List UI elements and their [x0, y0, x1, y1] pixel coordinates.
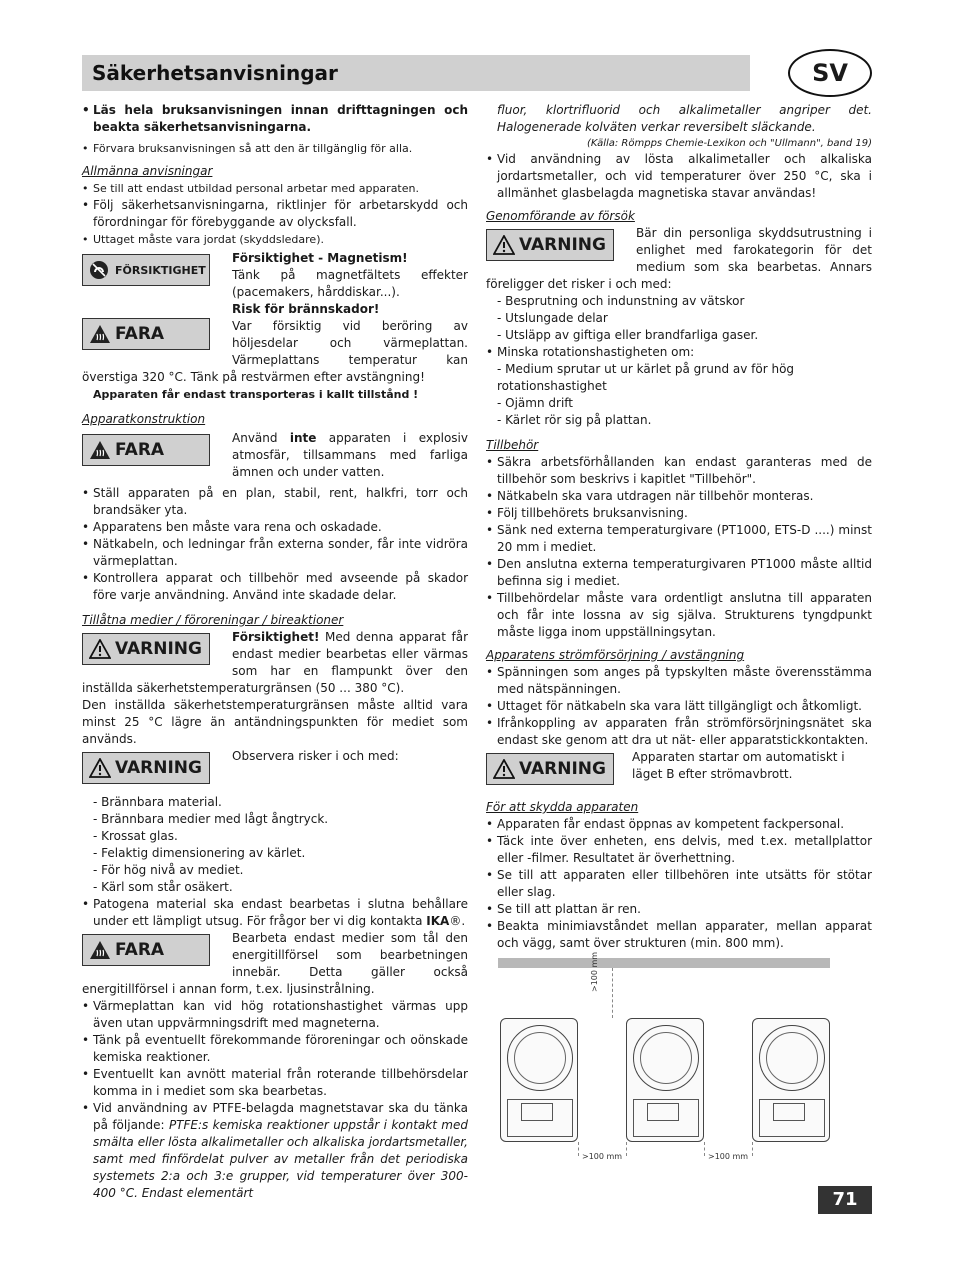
accessories-item: • Nätkabeln ska vara utdragen när tillbehör monteras. — [486, 488, 872, 505]
protect-item: • Se till att plattan är ren. — [486, 901, 872, 918]
varning-badge — [486, 229, 614, 261]
device-illustration — [626, 1018, 704, 1142]
burn-text: Var försiktig vid beröring av höljesdelar och värmeplattan. Värmeplattans temperatur kan överstiga 320 °C. Tänk på restvärmen efter avstängning! — [82, 319, 468, 384]
general-item: • Följ säkerhetsanvisningarna, riktlinjer för arbetarskydd och förordningar för förebyggande av olycksfall. — [82, 197, 468, 231]
observe-warning-block — [82, 748, 468, 790]
construction-heading: Apparatkonstruktion — [82, 412, 206, 426]
protect-item: • Apparaten får endast öppnas av kompetent fackpersonal. — [486, 816, 872, 833]
accessories-item: • Sänk ned externa temperaturgivare (PT1000, ETS-D ....) minst 20 mm i mediet. — [486, 522, 872, 556]
ppe-item: - Besprutning och indunstning av vätskor — [497, 294, 745, 308]
risk-item: - Brännbara material. — [93, 795, 222, 809]
media-caution: Försiktighet! Med denna apparat får endast medier bearbetas eller värmas som har en flampunkt över den inställda säkerhetstemperaturgränsen (50 ... 380 °C). — [82, 630, 468, 695]
ppe-warning-block — [486, 225, 872, 293]
varning-label: VARNING — [519, 235, 606, 255]
power-item: • Uttaget för nätkabeln ska vara lätt tillgängligt och åtkomligt. — [486, 698, 872, 715]
hot-surface-warning-icon — [89, 940, 111, 960]
warning-triangle-icon — [493, 235, 515, 255]
ptfe-continued: fluor, klortrifluorid och alkalimetaller angriper det. Halogenerade kolväten verkar reversibelt släckande. — [497, 103, 872, 134]
page-title: Säkerhetsanvisningar — [92, 61, 338, 85]
dim-right-label: >100 mm — [708, 1152, 749, 1161]
autostart-text: Apparaten startar om automatiskt i läget B efter strömavbrott. — [632, 750, 845, 781]
general-item: • Se till att endast utbildad personal arbetar med apparaten. — [82, 180, 468, 197]
warning-triangle-icon — [493, 759, 515, 779]
spacing-figure — [486, 951, 872, 1172]
left-column — [82, 102, 468, 1202]
fara-label: FARA — [115, 324, 165, 344]
caution-text: Tänk på magnetfältets effekter (pacemakers, hårddiskar...). — [232, 268, 468, 299]
protect-item: • Se till att apparaten eller tillbehören inte utsätts för stötar eller slag. — [486, 867, 872, 901]
energy-danger-block — [82, 930, 468, 998]
intro-bold: • Läs hela bruksanvisningen innan drifttagningen och beakta säkerhetsanvisningarna. — [82, 102, 468, 136]
source-note: (Källa: Römpps Chemie-Lexikon och "Ullmann", band 19) — [586, 138, 872, 149]
procedure-heading: Genomförande av försök — [486, 209, 635, 223]
more-item: • Tänk på eventuellt förekommande föroreningar och oönskade kemiska reaktioner. — [82, 1032, 468, 1066]
construction-item: • Apparatens ben måste vara rena och oskadade. — [82, 519, 468, 536]
dimension-line — [612, 968, 613, 1018]
caution-title: Försiktighet - Magnetism! — [232, 251, 408, 265]
media-heading: Tillåtna medier / föroreningar / bireaktioner — [82, 613, 344, 627]
accessories-item: • Följ tillbehörets bruksanvisning. — [486, 505, 872, 522]
right-column — [486, 102, 872, 1172]
dim-left-label: >100 mm — [582, 1152, 623, 1161]
risk-item: - Felaktig dimensionering av kärlet. — [93, 846, 306, 860]
autostart-warning-block — [486, 749, 872, 793]
device-illustration — [500, 1018, 578, 1142]
fara-badge — [82, 434, 210, 466]
fara-label: FARA — [115, 440, 165, 460]
varning-badge — [82, 752, 210, 784]
varning-label: VARNING — [115, 758, 202, 778]
caution-magnetism-block — [82, 250, 468, 301]
speed-item: • Minska rotationshastigheten om: — [486, 344, 872, 361]
varning-badge — [82, 633, 210, 665]
warning-triangle-icon — [89, 639, 111, 659]
burn-title: Risk för brännskador! — [232, 302, 380, 316]
explosive-danger-block — [82, 430, 468, 481]
speed-subitem: - Ojämn drift — [497, 396, 573, 410]
fara-badge — [82, 318, 210, 350]
media-limit: Den inställda säkerhetstemperaturgränsen måste alltid vara minst 25 °C lägre än antändningspunkten för mediet som används. — [82, 698, 468, 746]
protect-item: • Täck inte över enheten, ens delvis, med t.ex. metallplattor eller -filmer. Resultatet är överhettning. — [486, 833, 872, 867]
power-item: • Ifrånkoppling av apparaten från strömförsörjningsnätet ska endast ske genom att dra ut nät- eller apparatstickkontakten. — [486, 715, 872, 749]
ppe-text: Bär din personliga skyddsutrustning i enlighet med farokategorin för det medium som ska bearbetas. Annars föreligger det risker i och med: — [486, 226, 872, 291]
speed-subitem: - Kärlet rör sig på plattan. — [497, 413, 652, 427]
magnet-caution-icon — [89, 260, 109, 280]
more-item: • Värmeplattan kan vid hög rotationshastighet värmas upp även utan uppvärmningsdrift med magneterna. — [82, 998, 468, 1032]
device-illustration — [752, 1018, 830, 1142]
warning-triangle-icon — [89, 758, 111, 778]
risk-item: - För hög nivå av mediet. — [93, 863, 244, 877]
risk-item: - Kärl som står osäkert. — [93, 880, 233, 894]
observe-text: Observera risker i och med: — [232, 749, 399, 763]
accessories-item: • Tillbehördelar måste vara ordentligt anslutna till apparaten och får inte lossna av sig själva. Strukturens tyngdpunkt måste ligga inom uppställningsytan. — [486, 590, 872, 641]
accessories-heading: Tillbehör — [486, 438, 539, 452]
explosive-text: Använd inte apparaten i explosiv atmosfär, tillsammans med farliga ämnen och under vatten. — [232, 431, 468, 479]
pathogen-item: • Patogena material ska endast bearbetas i slutna behållare under ett lämpligt utsug. För frågor ber vi dig kontakta IKA®. — [82, 896, 468, 930]
general-item: • Uttaget måste vara jordat (skyddsledare). — [82, 231, 468, 248]
ceiling-bar — [498, 958, 830, 968]
section-header-bar — [82, 55, 750, 91]
speed-subitem: - Medium sprutar ut ur kärlet på grund av för hög rotationshastighet — [497, 362, 795, 393]
burn-bold-note: Apparaten får endast transporteras i kallt tillstånd ! — [93, 388, 419, 401]
fara-label: FARA — [115, 940, 165, 960]
ppe-item: - Utsläpp av giftiga eller brandfarliga gaser. — [497, 328, 759, 342]
dissolved-item: • Vid användning av lösta alkalimetaller och alkaliska jordartsmetaller, och vid temperaturer över 250 °C, ska i allmänhet glasbelagda magnetiska stavar användas! — [486, 151, 872, 202]
burn-danger-block — [82, 301, 468, 386]
construction-item: • Ställ apparaten på en plan, stabil, rent, halkfri, torr och brandsäker yta. — [82, 485, 468, 519]
fara-badge — [82, 934, 210, 966]
media-warning-block — [82, 629, 468, 697]
varning-label: VARNING — [519, 759, 606, 779]
more-item: • Eventuellt kan avnött material från roterande tillbehörsdelar komma in i mediet som ska bearbetas. — [82, 1066, 468, 1100]
page-number: 71 — [818, 1186, 872, 1214]
ppe-item: - Utslungade delar — [497, 311, 608, 325]
dim-top-label: >100 mm — [590, 951, 599, 992]
risk-item: - Brännbara medier med lågt ångtryck. — [93, 812, 329, 826]
power-heading: Apparatens strömförsörjning / avstängning — [486, 648, 745, 662]
construction-item: • Nätkabeln, och ledningar från externa sonder, får inte vidröra värmeplattan. — [82, 536, 468, 570]
intro-keep: • Förvara bruksanvisningen så att den är tillgänglig för alla. — [82, 140, 468, 157]
language-badge: SV — [788, 49, 872, 97]
construction-item: • Kontrollera apparat och tillbehör med avseende på skador före varje användning. Använd inte skadade delar. — [82, 570, 468, 604]
ptfe-item: • Vid användning av PTFE-belagda magnetstavar ska du tänka på följande: PTFE:s kemiska reaktioner uppstår i kontakt med smälta eller lösta alkalimetaller och alkaliska jordartsmetaller, samt med finfördelat pulver av metaller från det periodiska systemets 2:a och 3:e grupper, vid temperaturer över 300-400 °C. Endast elementärt — [82, 1100, 468, 1202]
power-item: • Spänningen som anges på typskylten måste överensstämma med nätspänningen. — [486, 664, 872, 698]
protect-item: • Beakta minimiavståndet mellan apparater, mellan apparat och vägg, samt över strukturen (min. 800 mm). — [486, 918, 872, 952]
accessories-item: • Den anslutna externa temperaturgivaren PT1000 måste alltid befinna sig i mediet. — [486, 556, 872, 590]
varning-badge — [486, 753, 614, 785]
hot-surface-warning-icon — [89, 324, 111, 344]
accessories-item: • Säkra arbetsförhållanden kan endast garanteras med de tillbehör som beskrivs i kapitlet "Tillbehör". — [486, 454, 872, 488]
protect-heading: För att skydda apparaten — [486, 800, 639, 814]
risk-item: - Krossat glas. — [93, 829, 178, 843]
general-heading: Allmänna anvisningar — [82, 164, 213, 178]
risk-list — [82, 794, 468, 896]
caution-badge — [82, 254, 210, 286]
varning-label: VARNING — [115, 639, 202, 659]
caution-label: FÖRSIKTIGHET — [115, 264, 206, 277]
hot-surface-warning-icon — [89, 440, 111, 460]
energy-text: Bearbeta endast medier som tål den energitillförsel som bearbetningen innebär. Detta gäller också energitillförsel i annan form, t.ex. ljusinstrålning. — [82, 931, 468, 996]
